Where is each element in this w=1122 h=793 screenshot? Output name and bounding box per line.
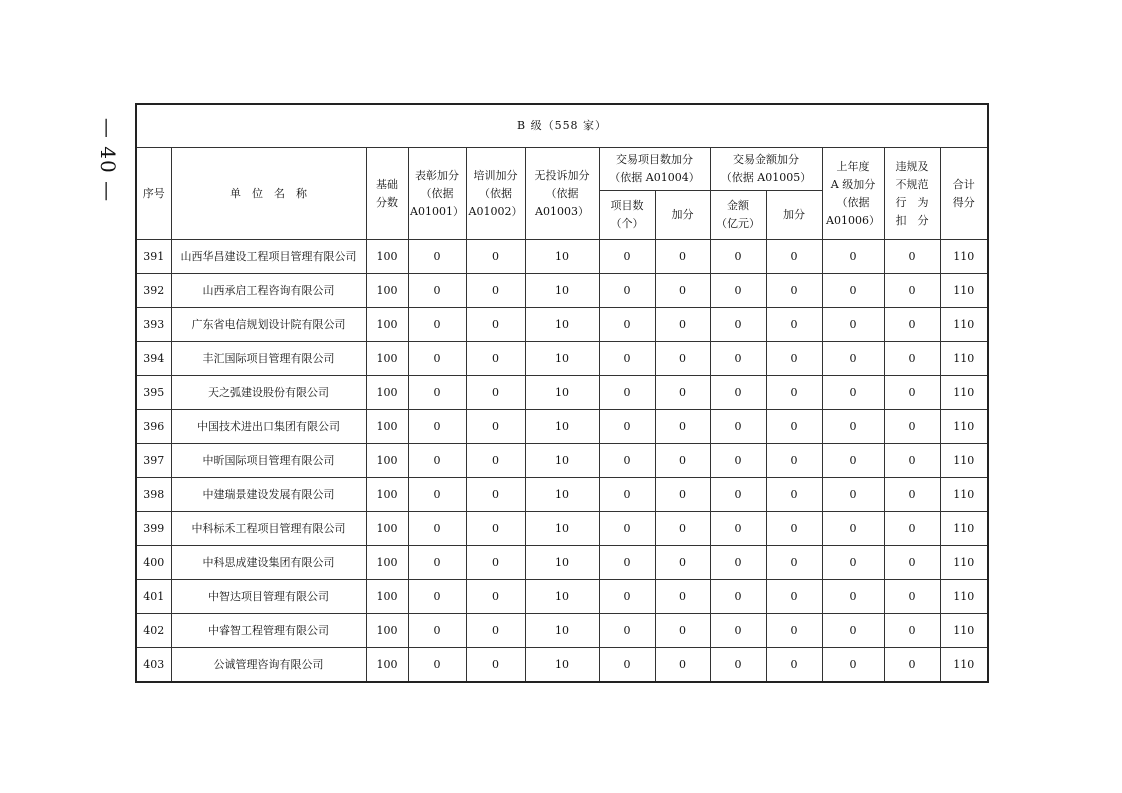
credit-score-table	[135, 103, 989, 683]
cell-company-name: 中国技术进出口集团有限公司	[171, 410, 366, 444]
cell-training-score: 0	[466, 240, 525, 274]
cell-seq: 396	[136, 410, 171, 444]
cell-last-year-score: 0	[822, 376, 884, 410]
cell-base-score: 100	[366, 648, 408, 683]
cell-last-year-score: 0	[822, 240, 884, 274]
header-total: 合计 得分	[940, 148, 988, 240]
cell-violation-deduction: 0	[884, 376, 940, 410]
table-row	[136, 648, 988, 683]
cell-trade-amount: 0	[710, 580, 766, 614]
cell-trade-amount: 0	[710, 512, 766, 546]
cell-seq: 398	[136, 478, 171, 512]
cell-commend-score: 0	[408, 546, 466, 580]
cell-commend-score: 0	[408, 308, 466, 342]
cell-trade-count-add: 0	[655, 410, 710, 444]
cell-training-score: 0	[466, 512, 525, 546]
cell-trade-amount: 0	[710, 444, 766, 478]
cell-trade-amount-add: 0	[766, 274, 822, 308]
cell-seq: 395	[136, 376, 171, 410]
header-trade-amount-group: 交易金额加分 （依据 A01005）	[710, 148, 822, 191]
cell-trade-count-add: 0	[655, 546, 710, 580]
cell-trade-count-add: 0	[655, 614, 710, 648]
cell-seq: 393	[136, 308, 171, 342]
table-row	[136, 512, 988, 546]
cell-last-year-score: 0	[822, 648, 884, 683]
cell-last-year-score: 0	[822, 614, 884, 648]
cell-trade-count: 0	[599, 410, 655, 444]
cell-trade-count: 0	[599, 342, 655, 376]
cell-trade-amount: 0	[710, 410, 766, 444]
cell-trade-count-add: 0	[655, 376, 710, 410]
cell-no-complaint-score: 10	[525, 308, 599, 342]
cell-no-complaint-score: 10	[525, 342, 599, 376]
cell-no-complaint-score: 10	[525, 376, 599, 410]
header-trade-amount-add: 加分	[766, 191, 822, 240]
cell-training-score: 0	[466, 444, 525, 478]
cell-base-score: 100	[366, 580, 408, 614]
cell-base-score: 100	[366, 274, 408, 308]
cell-commend-score: 0	[408, 240, 466, 274]
header-training: 培训加分 （依据 A01002）	[466, 148, 525, 240]
header-commend: 表彰加分 （依据 A01001）	[408, 148, 466, 240]
cell-violation-deduction: 0	[884, 410, 940, 444]
cell-training-score: 0	[466, 376, 525, 410]
cell-trade-count: 0	[599, 308, 655, 342]
cell-trade-count-add: 0	[655, 580, 710, 614]
cell-last-year-score: 0	[822, 410, 884, 444]
cell-company-name: 中科标禾工程项目管理有限公司	[171, 512, 366, 546]
cell-seq: 401	[136, 580, 171, 614]
cell-commend-score: 0	[408, 648, 466, 683]
cell-trade-amount-add: 0	[766, 240, 822, 274]
cell-trade-amount-add: 0	[766, 376, 822, 410]
header-no-complaint: 无投诉加分 （依据 A01003）	[525, 148, 599, 240]
table-row	[136, 308, 988, 342]
cell-trade-count-add: 0	[655, 648, 710, 683]
cell-seq: 399	[136, 512, 171, 546]
table-row	[136, 342, 988, 376]
cell-total-score: 110	[940, 478, 988, 512]
cell-trade-amount: 0	[710, 648, 766, 683]
cell-trade-count-add: 0	[655, 444, 710, 478]
cell-company-name: 天之弧建设股份有限公司	[171, 376, 366, 410]
cell-trade-amount-add: 0	[766, 648, 822, 683]
cell-training-score: 0	[466, 478, 525, 512]
header-trade-count-add: 加分	[655, 191, 710, 240]
cell-total-score: 110	[940, 512, 988, 546]
cell-violation-deduction: 0	[884, 580, 940, 614]
cell-trade-amount-add: 0	[766, 546, 822, 580]
cell-no-complaint-score: 10	[525, 240, 599, 274]
cell-training-score: 0	[466, 648, 525, 683]
cell-base-score: 100	[366, 614, 408, 648]
cell-trade-amount-add: 0	[766, 410, 822, 444]
table-row	[136, 410, 988, 444]
cell-base-score: 100	[366, 546, 408, 580]
cell-training-score: 0	[466, 614, 525, 648]
cell-trade-count: 0	[599, 512, 655, 546]
cell-trade-count: 0	[599, 376, 655, 410]
cell-trade-count: 0	[599, 614, 655, 648]
header-seq: 序号	[136, 148, 171, 240]
cell-total-score: 110	[940, 410, 988, 444]
cell-company-name: 丰汇国际项目管理有限公司	[171, 342, 366, 376]
table-row	[136, 444, 988, 478]
cell-trade-amount-add: 0	[766, 308, 822, 342]
table-title: B 级（558 家）	[136, 104, 988, 148]
cell-violation-deduction: 0	[884, 512, 940, 546]
cell-commend-score: 0	[408, 444, 466, 478]
cell-training-score: 0	[466, 274, 525, 308]
cell-last-year-score: 0	[822, 546, 884, 580]
cell-commend-score: 0	[408, 580, 466, 614]
cell-base-score: 100	[366, 308, 408, 342]
table-row	[136, 580, 988, 614]
cell-trade-amount-add: 0	[766, 342, 822, 376]
cell-trade-count: 0	[599, 478, 655, 512]
cell-company-name: 中昕国际项目管理有限公司	[171, 444, 366, 478]
cell-commend-score: 0	[408, 342, 466, 376]
cell-base-score: 100	[366, 376, 408, 410]
cell-base-score: 100	[366, 444, 408, 478]
cell-base-score: 100	[366, 240, 408, 274]
cell-training-score: 0	[466, 410, 525, 444]
cell-last-year-score: 0	[822, 308, 884, 342]
cell-trade-count-add: 0	[655, 240, 710, 274]
table-row	[136, 240, 988, 274]
cell-trade-count: 0	[599, 444, 655, 478]
cell-seq: 400	[136, 546, 171, 580]
table-row	[136, 376, 988, 410]
table-row	[136, 478, 988, 512]
cell-commend-score: 0	[408, 512, 466, 546]
cell-base-score: 100	[366, 410, 408, 444]
header-trade-count-group: 交易项目数加分 （依据 A01004）	[599, 148, 710, 191]
cell-seq: 397	[136, 444, 171, 478]
cell-violation-deduction: 0	[884, 546, 940, 580]
cell-seq: 391	[136, 240, 171, 274]
cell-trade-count: 0	[599, 580, 655, 614]
cell-trade-amount: 0	[710, 342, 766, 376]
cell-no-complaint-score: 10	[525, 274, 599, 308]
cell-seq: 392	[136, 274, 171, 308]
cell-total-score: 110	[940, 580, 988, 614]
cell-total-score: 110	[940, 648, 988, 683]
cell-violation-deduction: 0	[884, 478, 940, 512]
cell-no-complaint-score: 10	[525, 580, 599, 614]
header-base: 基础 分数	[366, 148, 408, 240]
header-violation: 违规及 不规范 行 为 扣 分	[884, 148, 940, 240]
cell-no-complaint-score: 10	[525, 444, 599, 478]
cell-training-score: 0	[466, 308, 525, 342]
cell-trade-count-add: 0	[655, 274, 710, 308]
table-row	[136, 614, 988, 648]
cell-total-score: 110	[940, 376, 988, 410]
cell-trade-amount: 0	[710, 308, 766, 342]
cell-violation-deduction: 0	[884, 342, 940, 376]
cell-company-name: 中建瑞景建设发展有限公司	[171, 478, 366, 512]
cell-trade-amount-add: 0	[766, 444, 822, 478]
cell-base-score: 100	[366, 342, 408, 376]
cell-total-score: 110	[940, 240, 988, 274]
cell-trade-amount-add: 0	[766, 512, 822, 546]
cell-last-year-score: 0	[822, 444, 884, 478]
cell-company-name: 山西承启工程咨询有限公司	[171, 274, 366, 308]
cell-no-complaint-score: 10	[525, 614, 599, 648]
cell-trade-count-add: 0	[655, 512, 710, 546]
cell-violation-deduction: 0	[884, 648, 940, 683]
cell-total-score: 110	[940, 342, 988, 376]
cell-training-score: 0	[466, 580, 525, 614]
cell-seq: 402	[136, 614, 171, 648]
cell-commend-score: 0	[408, 376, 466, 410]
cell-trade-amount: 0	[710, 614, 766, 648]
cell-total-score: 110	[940, 274, 988, 308]
cell-violation-deduction: 0	[884, 308, 940, 342]
cell-violation-deduction: 0	[884, 444, 940, 478]
cell-last-year-score: 0	[822, 342, 884, 376]
table-row	[136, 546, 988, 580]
cell-commend-score: 0	[408, 614, 466, 648]
cell-no-complaint-score: 10	[525, 546, 599, 580]
page-number	[92, 117, 124, 203]
cell-company-name: 公诚管理咨询有限公司	[171, 648, 366, 683]
cell-trade-count-add: 0	[655, 342, 710, 376]
cell-training-score: 0	[466, 546, 525, 580]
cell-company-name: 中智达项目管理有限公司	[171, 580, 366, 614]
cell-trade-count: 0	[599, 546, 655, 580]
cell-trade-amount: 0	[710, 274, 766, 308]
cell-trade-amount: 0	[710, 478, 766, 512]
cell-violation-deduction: 0	[884, 614, 940, 648]
cell-base-score: 100	[366, 512, 408, 546]
cell-company-name: 中科思成建设集团有限公司	[171, 546, 366, 580]
page-number-text: — 40 —	[96, 117, 121, 203]
cell-no-complaint-score: 10	[525, 512, 599, 546]
header-trade-count: 项目数 （个）	[599, 191, 655, 240]
cell-last-year-score: 0	[822, 580, 884, 614]
cell-commend-score: 0	[408, 478, 466, 512]
cell-total-score: 110	[940, 444, 988, 478]
cell-trade-count: 0	[599, 274, 655, 308]
cell-trade-amount-add: 0	[766, 478, 822, 512]
cell-no-complaint-score: 10	[525, 478, 599, 512]
cell-trade-count: 0	[599, 648, 655, 683]
cell-total-score: 110	[940, 614, 988, 648]
cell-base-score: 100	[366, 478, 408, 512]
cell-trade-amount: 0	[710, 546, 766, 580]
cell-trade-amount-add: 0	[766, 614, 822, 648]
cell-trade-count-add: 0	[655, 308, 710, 342]
cell-last-year-score: 0	[822, 478, 884, 512]
cell-last-year-score: 0	[822, 274, 884, 308]
cell-last-year-score: 0	[822, 512, 884, 546]
cell-company-name: 山西华昌建设工程项目管理有限公司	[171, 240, 366, 274]
header-last-year: 上年度 A 级加分 （依据 A01006）	[822, 148, 884, 240]
cell-seq: 403	[136, 648, 171, 683]
cell-company-name: 中睿智工程管理有限公司	[171, 614, 366, 648]
cell-violation-deduction: 0	[884, 240, 940, 274]
cell-total-score: 110	[940, 546, 988, 580]
cell-trade-count: 0	[599, 240, 655, 274]
cell-total-score: 110	[940, 308, 988, 342]
table-row	[136, 274, 988, 308]
cell-trade-amount: 0	[710, 240, 766, 274]
header-trade-amount: 金额 （亿元）	[710, 191, 766, 240]
cell-no-complaint-score: 10	[525, 410, 599, 444]
header-name: 单 位 名 称	[171, 148, 366, 240]
cell-commend-score: 0	[408, 410, 466, 444]
cell-commend-score: 0	[408, 274, 466, 308]
cell-trade-amount-add: 0	[766, 580, 822, 614]
cell-violation-deduction: 0	[884, 274, 940, 308]
cell-company-name: 广东省电信规划设计院有限公司	[171, 308, 366, 342]
cell-trade-count-add: 0	[655, 478, 710, 512]
cell-training-score: 0	[466, 342, 525, 376]
table-body	[136, 240, 988, 683]
cell-trade-amount: 0	[710, 376, 766, 410]
cell-no-complaint-score: 10	[525, 648, 599, 683]
cell-seq: 394	[136, 342, 171, 376]
